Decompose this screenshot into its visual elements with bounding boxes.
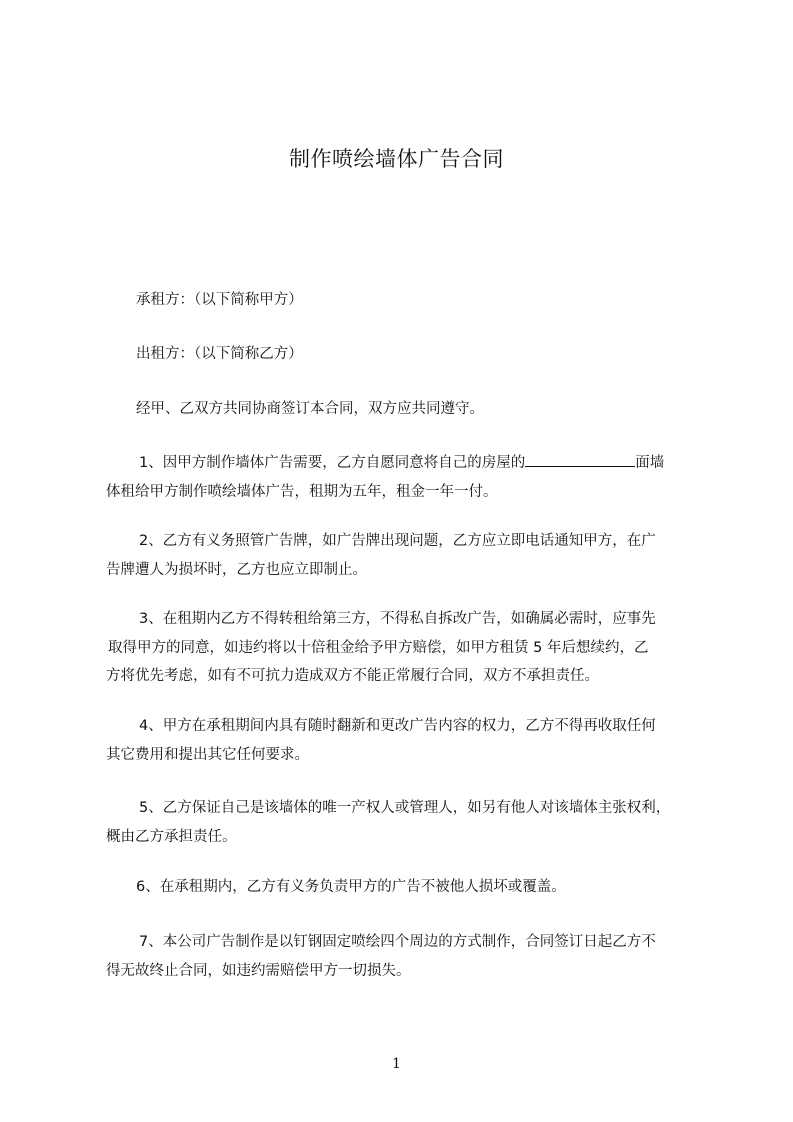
clause-5-line-2: 概由乙方承担责任。 [106,828,237,845]
clause-2-line-2: 告牌遭人为损坏时，乙方也应立即制止。 [106,561,367,578]
clause-6 [106,873,718,902]
clause-4-line-2: 其它费用和提出其它任何要求。 [106,746,309,763]
clause-1-text-before-blank: 1、因甲方制作墙体广告需要，乙方自愿同意将自己的房屋的 [139,455,526,471]
clause-3 [106,605,718,691]
clause-2 [106,527,718,584]
clause-4-line-1: 4、甲方在承租期间内具有随时翻新和更改广告内容的权力，乙方不得再收取任何 [139,718,656,734]
clause-1 [106,449,718,506]
lessor-line [106,340,718,369]
clause-7-line-2: 得无故终止合同，如违约需赔偿甲方一切损失。 [106,962,411,979]
clause-3-line-3: 方将优先考虑，如有不可抗力造成双方不能正常履行合同，双方不承担责任。 [106,668,599,684]
clause-7 [106,928,718,985]
clause-2-line-1: 2、乙方有义务照管广告牌，如广告牌出现问题，乙方应立即电话通知甲方，在广 [139,533,656,549]
document-title: 制作喷绘墙体广告合同 [289,147,504,171]
fill-in-blank [525,452,635,467]
lessee-text: 承租方：（以下简称甲方） [136,292,303,308]
clause-3-line-2: 取得甲方的同意，如违约将以十倍租金给予甲方赔偿，如甲方租赁 5 年后想续约，乙 [108,639,649,656]
clause-1-text-after-blank: 面墙 [635,455,665,471]
clause-1-line-2: 体租给甲方制作喷绘墙体广告，租期为五年，租金一年一付。 [106,483,498,500]
clause-1-line-1 [106,449,718,478]
clause-4 [106,712,718,769]
page-number: 1 [392,1056,401,1072]
clause-5-line-1: 5、乙方保证自己是该墙体的唯一产权人或管理人，如另有他人对该墙体主张权利， [139,800,671,816]
clause-3-line-1: 3、在租期内乙方不得转租给第三方，不得私自拆改广告，如确属必需时，应事先 [139,611,656,627]
clause-6-line-1: 6、在承租期内，乙方有义务负责甲方的广告不被他人损坏或覆盖。 [136,879,566,895]
lessor-text: 出租方：（以下简称乙方） [136,346,303,362]
preamble-paragraph [106,395,718,424]
preamble-text: 经甲、乙双方共同协商签订本合同，双方应共同遵守。 [136,401,484,417]
lessee-line [106,286,718,315]
clause-7-line-1: 7、本公司广告制作是以钉钢固定喷绘四个周边的方式制作，合同签订日起乙方不 [139,934,656,950]
clause-5 [106,794,718,851]
